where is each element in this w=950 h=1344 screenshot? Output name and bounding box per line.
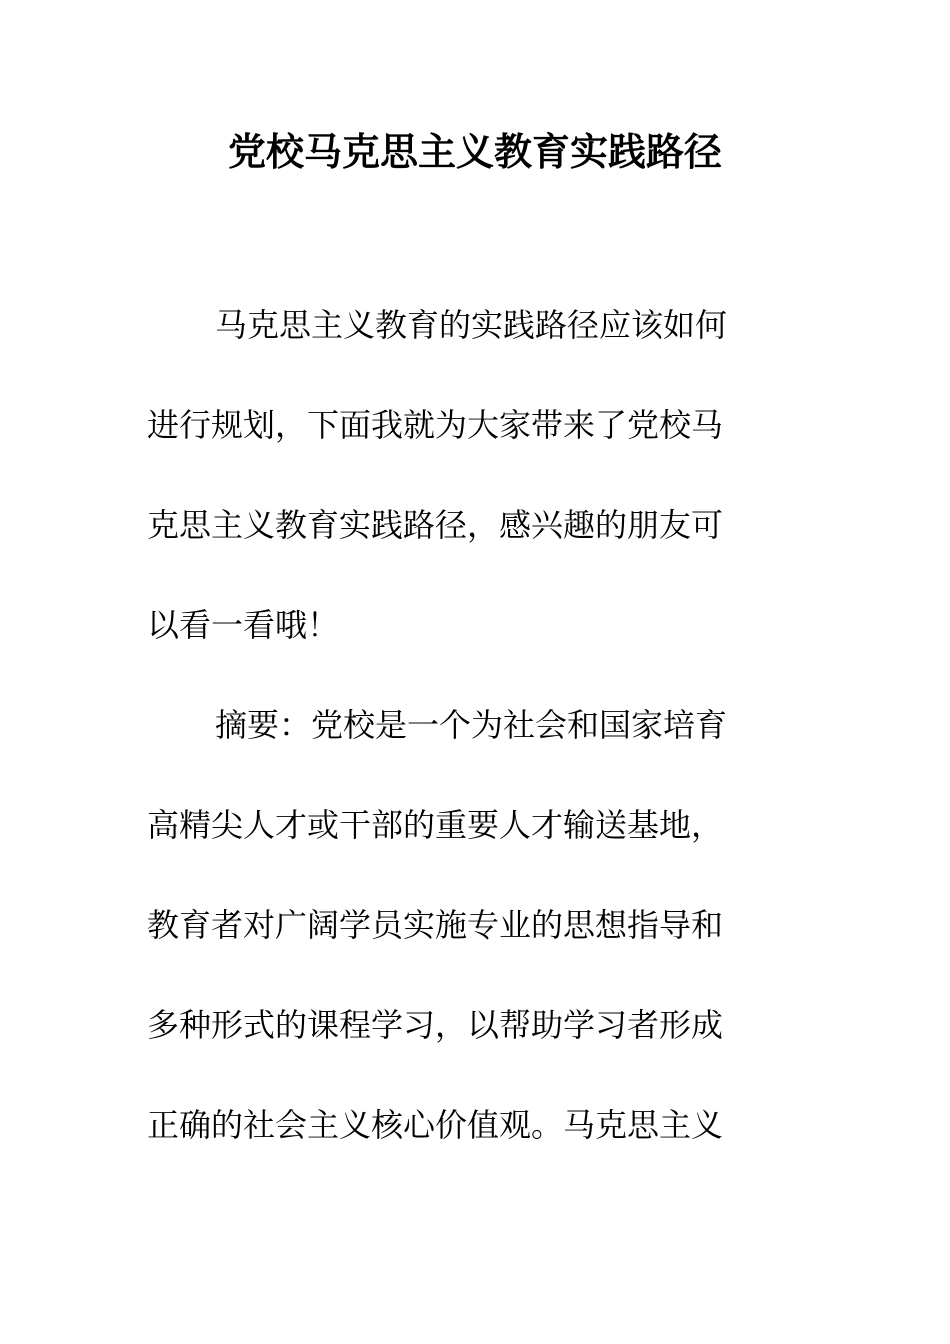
paragraph-line: 马克思主义教育的实践路径应该如何: [215, 306, 728, 344]
paragraph-line: 克思主义教育实践路径，感兴趣的朋友可: [147, 506, 724, 544]
paragraph-line: 以看一看哦！: [147, 606, 340, 644]
paragraph-line: 进行规划，下面我就为大家带来了党校马: [147, 406, 724, 444]
paragraph-line: 多种形式的课程学习，以帮助学习者形成: [147, 1006, 724, 1044]
paragraph-line: 教育者对广阔学员实施专业的思想指导和: [147, 906, 724, 944]
paragraph-line: 摘要：党校是一个为社会和国家培育: [215, 706, 728, 744]
document-title: 党校马克思主义教育实践路径: [227, 129, 722, 174]
paragraph-line: 正确的社会主义核心价值观。马克思主义: [147, 1106, 724, 1144]
paragraph-line: 高精尖人才或干部的重要人才输送基地，: [147, 806, 724, 844]
